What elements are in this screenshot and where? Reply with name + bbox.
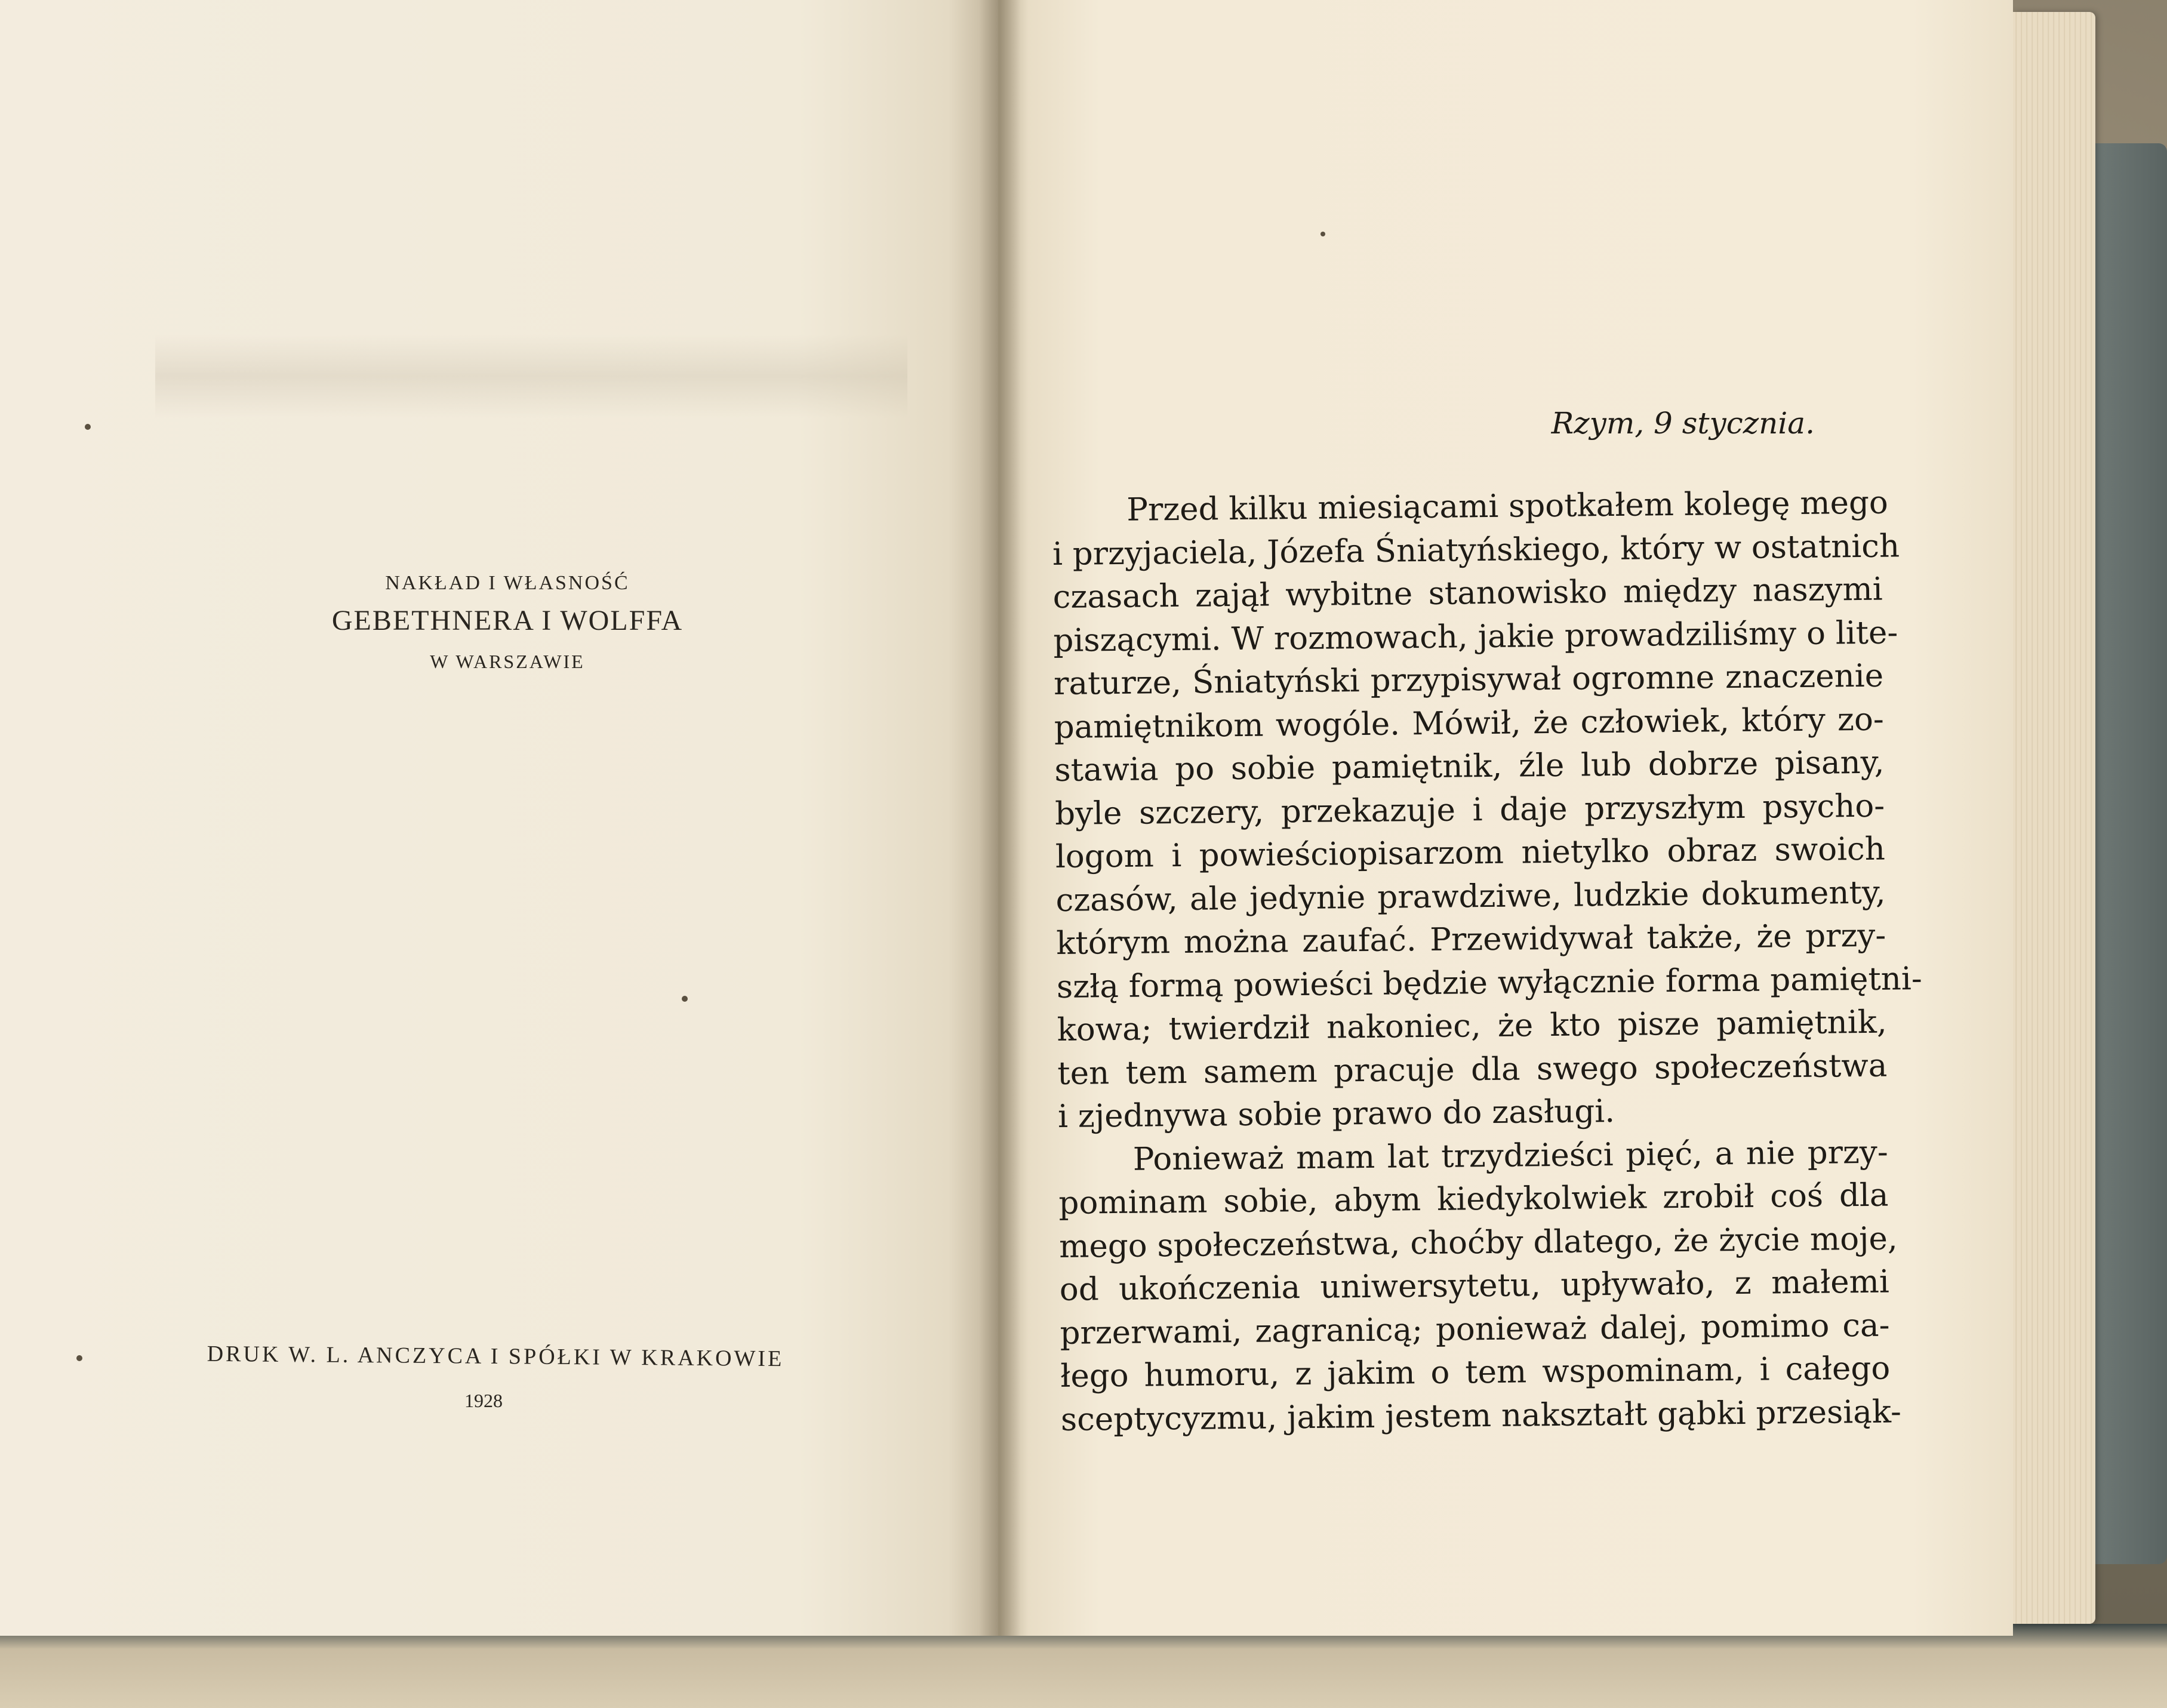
text-line: Ponieważ mam lat trzydzieści pięć, a nie przy- (1132, 1134, 1889, 1178)
text-line: piszącymi. W rozmowach, jakie prowadziliśmy o lite- (1053, 614, 1898, 659)
text-line: pamiętnikom wogóle. Mówił, że człowiek, który zo- (1054, 701, 1885, 746)
text-line: i zjednywa sobie prawo do zasługi. (1057, 1092, 1615, 1135)
imprint-publisher-label: NAKŁAD I WŁASNOŚĆ (385, 572, 630, 594)
text-line: którym można zaufać. Przewidywał także, że przy- (1056, 917, 1886, 962)
text-line: stawia po sobie pamiętnik, źle lub dobrze pisany, (1054, 744, 1885, 789)
text-line: od ukończenia uniwersytetu, upływało, z małemi (1059, 1263, 1890, 1308)
left-page (0, 0, 998, 1636)
text-line: sceptycyzmu, jakim jestem nakształt gąbki przesiąk- (1060, 1393, 1902, 1438)
text-line: kowa; twierdził nakoniec, że kto pisze pamiętnik, (1057, 1004, 1887, 1048)
printer-line: DRUK W. L. ANCZYCA I SPÓŁKI W KRAKOWIE (207, 1341, 784, 1372)
text-line: i przyjaciela, Józefa Śniatyńskiego, który w ostatnich (1052, 527, 1900, 573)
text-line: przerwami, zagranicą; ponieważ dalej, pomimo ca- (1060, 1307, 1890, 1352)
printer-year: 1928 (464, 1390, 503, 1411)
show-through-ghost (155, 334, 907, 418)
body-text (1052, 482, 1922, 1442)
text-line: czasach zajął wybitne stanowisko między naszymi (1052, 571, 1883, 616)
text-line: raturze, Śniatyński przypisywał ogromne znaczenie (1053, 657, 1884, 702)
text-line: czasów, ale jedynie prawdziwe, ludzkie dokumenty, (1055, 874, 1886, 919)
dateline: Rzym, 9 stycznia. (1551, 406, 1815, 441)
text-line: ten tem samem pracuje dla swego społeczeństwa (1057, 1047, 1888, 1092)
cover-bottom-edge (0, 1624, 2167, 1708)
text-line: logom i powieściopisarzom nietylko obraz swoich (1055, 830, 1886, 875)
paper-speck (85, 424, 91, 430)
text-line: Przed kilku miesiącami spotkałem kolegę mego (1126, 484, 1889, 528)
page-edges (2012, 12, 2095, 1624)
text-line: szłą formą powieści będzie wyłącznie forma pamiętni- (1056, 960, 1922, 1005)
imprint-publisher-name: GEBETHNERA I WOLFFA (331, 605, 684, 636)
text-line: łego humoru, z jakim o tem wspominam, i całego (1060, 1350, 1891, 1395)
gutter-shadow (979, 0, 1021, 1636)
text-line: mego społeczeństwa, choćby dlatego, że życie moje, (1058, 1220, 1898, 1265)
paper-speck (682, 996, 688, 1002)
imprint-publisher-city: W WARSZAWIE (430, 651, 585, 672)
paper-speck (76, 1355, 82, 1361)
paper-speck (1320, 232, 1325, 236)
text-line: pominam sobie, abym kiedykolwiek zrobił coś dla (1058, 1177, 1889, 1221)
text-line: byle szczery, przekazuje i daje przyszłym psycho- (1054, 787, 1885, 832)
